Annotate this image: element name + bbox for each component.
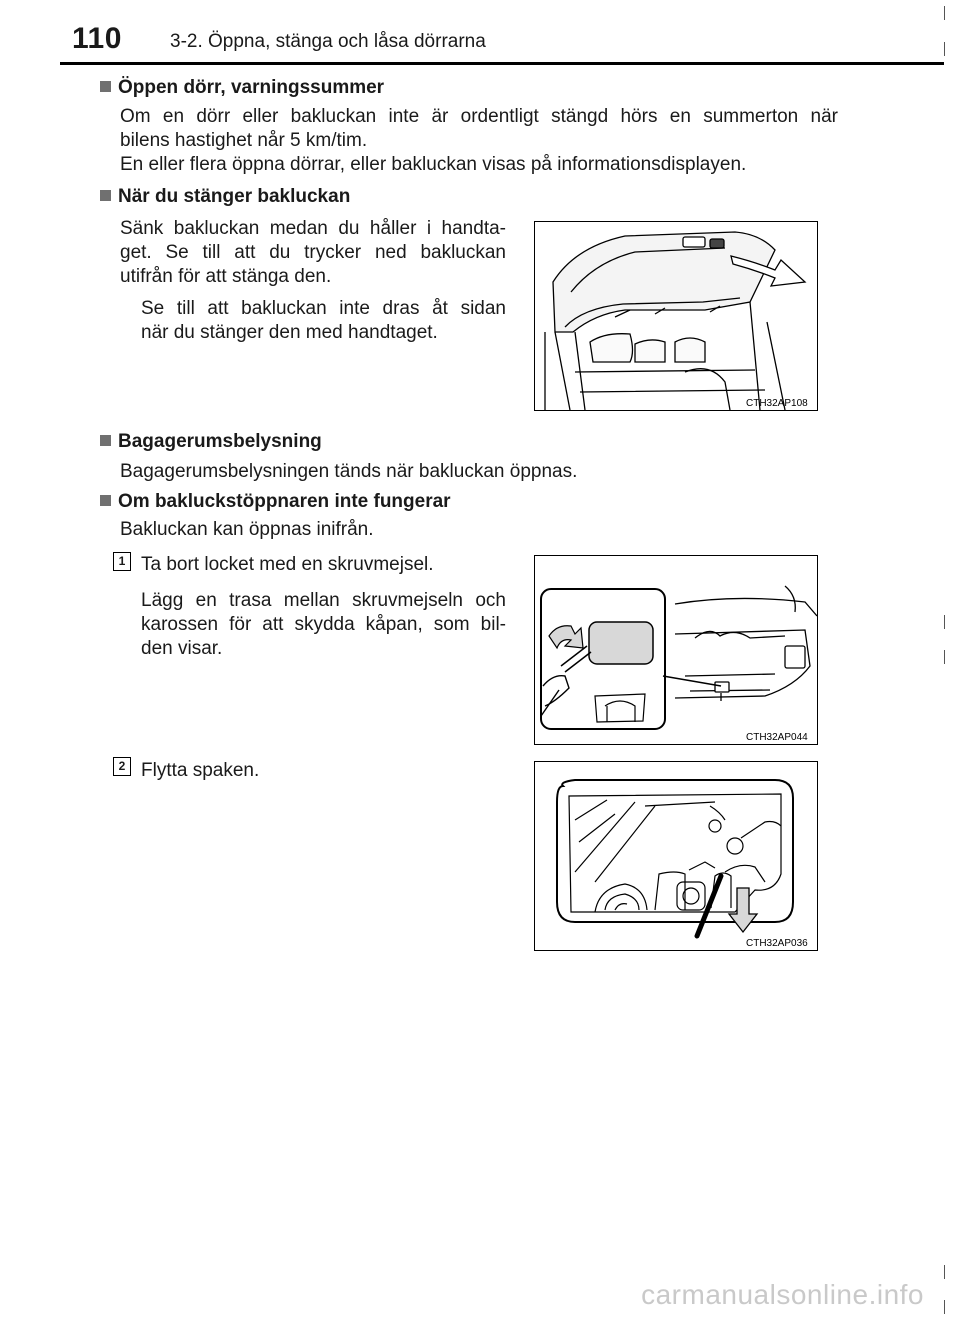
close-hatch-para2-l1: Se till att bakluckan inte dras åt sidan — [141, 298, 506, 319]
step1-text: Ta bort locket med en skruvmejsel. — [141, 554, 434, 575]
crop-mark — [944, 6, 945, 20]
section-heading-luggage-light: Bagagerumsbelysning — [100, 431, 322, 453]
hatch-illustration — [535, 222, 817, 410]
figure-closing-hatch — [534, 221, 818, 411]
open-door-line1: Om en dörr eller bakluckan inte är ordentligt stängd hörs en summerton när — [120, 106, 838, 127]
step1-sub-l3: den visar. — [141, 638, 223, 659]
crop-mark — [944, 650, 945, 664]
header-rule — [60, 62, 944, 65]
step1-sub-l2: karossen för att skydda kåpan, som bil- — [141, 614, 506, 635]
crop-mark — [944, 1300, 945, 1314]
figure-code-044: CTH32AP044 — [746, 732, 808, 743]
close-hatch-para2-l2: när du stänger den med handtaget. — [141, 322, 438, 343]
figure-code-036: CTH32AP036 — [746, 938, 808, 949]
section-heading-opener-fails: Om bakluckstöppnaren inte fungerar — [100, 491, 451, 513]
cover-illustration — [535, 556, 817, 744]
crop-mark — [944, 615, 945, 629]
lever-illustration — [535, 762, 817, 950]
step-number-2: 2 — [113, 757, 131, 776]
open-door-line2: bilens hastighet når 5 km/tim. — [120, 130, 368, 151]
section-heading-close-hatch: När du stänger bakluckan — [100, 186, 350, 208]
bullet-square-icon — [100, 81, 111, 92]
close-hatch-para1-l3: utifrån för att stänga den. — [120, 266, 332, 287]
open-door-line3: En eller flera öppna dörrar, eller bakluckan visas på informationsdisplayen. — [120, 154, 747, 175]
luggage-light-text: Bagagerumsbelysningen tänds när bakluckan öppnas. — [120, 461, 578, 482]
figure-move-lever — [534, 761, 818, 951]
chapter-title: 3-2. Öppna, stänga och låsa dörrarna — [170, 31, 486, 52]
step1-sub-l1: Lägg en trasa mellan skruvmejseln och — [141, 590, 506, 611]
step2-text: Flytta spaken. — [141, 760, 260, 781]
bullet-square-icon — [100, 495, 111, 506]
section-heading-open-door: Öppen dörr, varningssummer — [100, 77, 384, 99]
close-hatch-para1-l2: get. Se till att du trycker ned bakluckan — [120, 242, 506, 263]
footer-watermark[interactable]: carmanualsonline.info — [641, 1279, 924, 1310]
figure-code-108: CTH32AP108 — [746, 398, 808, 409]
crop-mark — [944, 1265, 945, 1279]
step-number-1: 1 — [113, 552, 131, 571]
page-number: 110 — [72, 22, 122, 55]
bullet-square-icon — [100, 435, 111, 446]
close-hatch-para1-l1: Sänk bakluckan medan du håller i handta- — [120, 218, 506, 239]
opener-fails-text: Bakluckan kan öppnas inifrån. — [120, 519, 374, 540]
crop-mark — [944, 42, 945, 56]
bullet-square-icon — [100, 190, 111, 201]
figure-remove-cover — [534, 555, 818, 745]
